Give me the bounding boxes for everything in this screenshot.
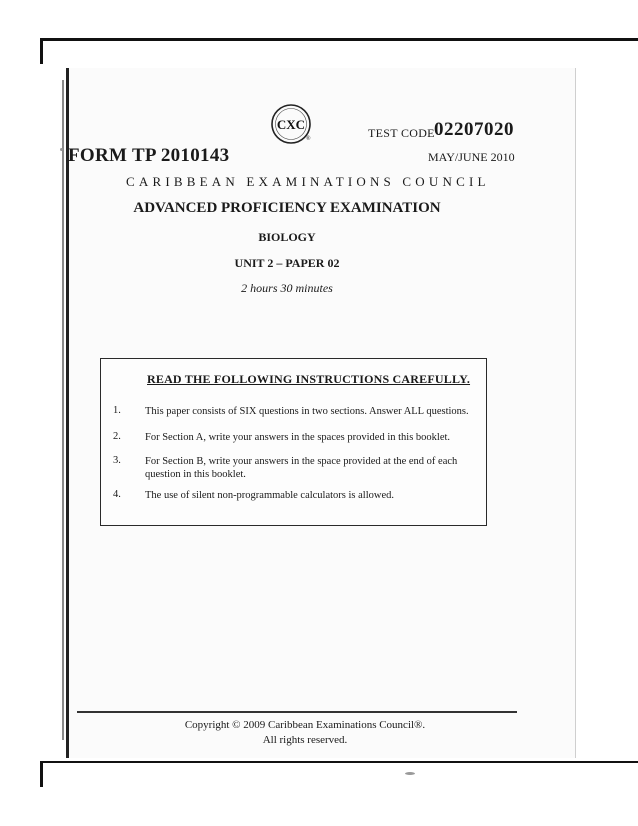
scan-edge-top — [42, 38, 638, 41]
subject: BIOLOGY — [258, 230, 316, 244]
footer-rule — [77, 711, 517, 713]
copyright-notice: Copyright © 2009 Caribbean Examinations Council®. — [184, 719, 426, 731]
rights-reserved: All rights reserved. — [262, 734, 348, 746]
test-code-number: 02207020 — [434, 119, 514, 140]
instructions-box — [100, 358, 487, 526]
instruction-text: For Section B, write your answers in the space provided at the end of each question in this booklet. — [145, 456, 458, 480]
instruction-text: This paper consists of SIX questions in two sections. Answer ALL questions. — [145, 406, 469, 417]
instruction-number: 2. — [113, 431, 121, 442]
instructions-heading: READ THE FOLLOWING INSTRUCTIONS CAREFULLY. — [147, 372, 471, 386]
instruction-number: 3. — [113, 455, 121, 466]
scan-edge-bottom — [42, 761, 638, 763]
test-code-label: TEST CODE — [368, 126, 435, 140]
instruction-number: 1. — [113, 405, 121, 416]
unit-paper: UNIT 2 – PAPER 02 — [234, 256, 340, 270]
council-name: CARIBBEAN EXAMINATIONS COUNCIL — [126, 174, 490, 189]
duration: 2 hours 30 minutes — [241, 281, 333, 295]
scan-speck — [60, 148, 63, 151]
cxc-logo-text: CXC — [276, 117, 306, 132]
scan-edge-bottom-left — [40, 761, 43, 787]
form-number: FORM TP 2010143 — [68, 145, 230, 166]
exam-date: MAY/JUNE 2010 — [428, 150, 515, 164]
instruction-text: For Section A, write your answers in the spaces provided in this booklet. — [145, 432, 451, 443]
cxc-logo-icon — [270, 103, 312, 145]
exam-title: ADVANCED PROFICIENCY EXAMINATION — [133, 200, 441, 216]
instruction-text: The use of silent non-programmable calculators is allowed. — [145, 490, 395, 501]
instruction-number: 4. — [113, 489, 121, 500]
svg-text:®: ® — [306, 136, 311, 142]
scan-edge-left — [40, 38, 43, 64]
page-shadow — [62, 80, 64, 740]
scan-speck — [405, 772, 415, 775]
